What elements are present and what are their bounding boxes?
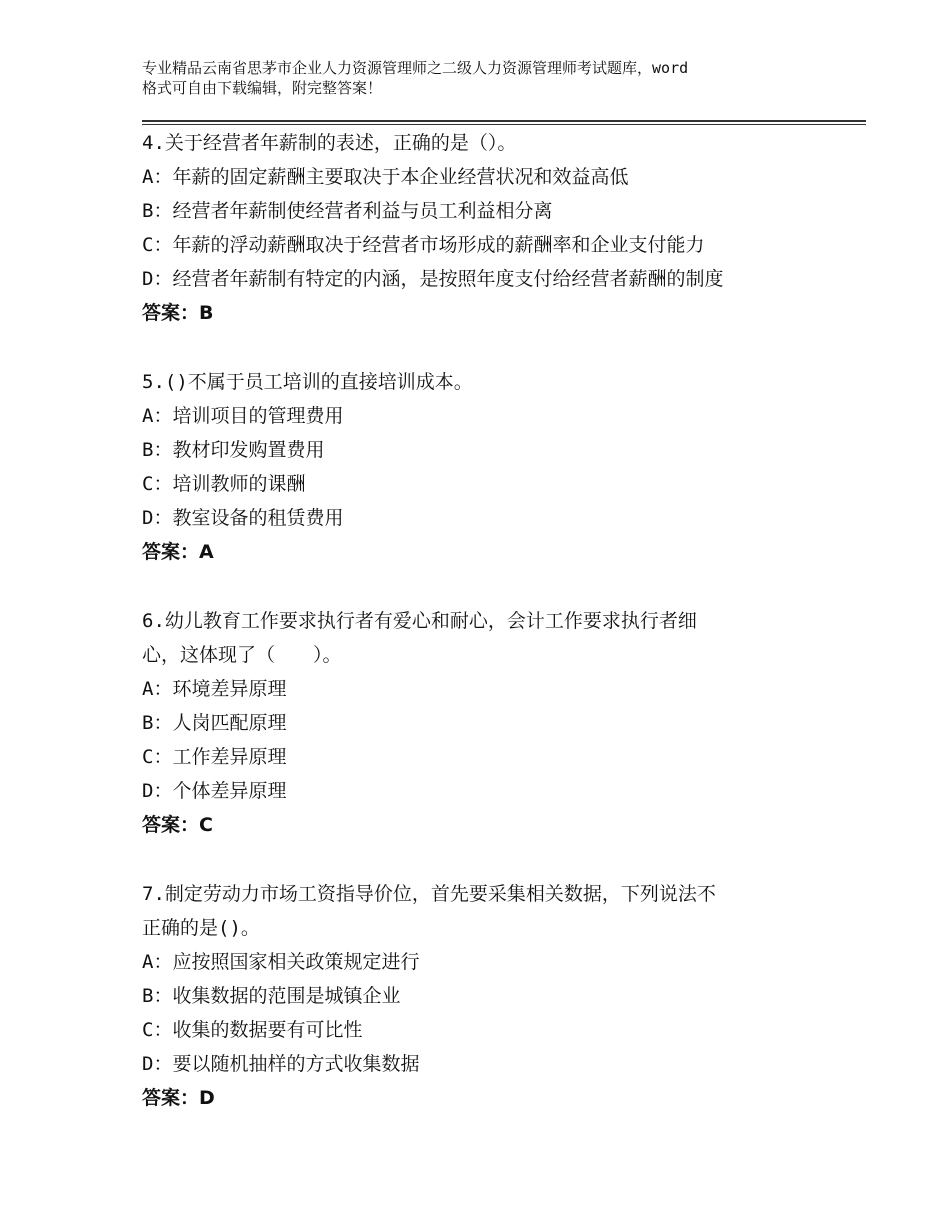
option-d: D：经营者年薪制有特定的内涵，是按照年度支付给经营者薪酬的制度 <box>142 268 724 290</box>
header-divider <box>142 120 866 122</box>
option-a: A：年薪的固定薪酬主要取决于本企业经营状况和效益高低 <box>142 166 629 188</box>
option-c: C：年薪的浮动薪酬取决于经营者市场形成的薪酬率和企业支付能力 <box>142 234 705 256</box>
answer: 答案：D <box>142 1087 215 1109</box>
option-c: C：培训教师的课酬 <box>142 473 306 495</box>
option-a: A：环境差异原理 <box>142 678 287 700</box>
option-a: A：培训项目的管理费用 <box>142 405 344 427</box>
header-line-1: 专业精品云南省思茅市企业人力资源管理师之二级人力资源管理师考试题库，word <box>142 59 689 77</box>
header-line-2: 格式可自由下载编辑，附完整答案！ <box>142 79 383 97</box>
option-c: C：收集的数据要有可比性 <box>142 1019 363 1041</box>
question-stem-line-1: 6.幼儿教育工作要求执行者有爱心和耐心，会计工作要求执行者细 <box>142 610 697 632</box>
option-b: B：人岗匹配原理 <box>142 712 287 734</box>
option-d: D：个体差异原理 <box>142 780 287 802</box>
question-4 <box>142 126 822 330</box>
answer: 答案：A <box>142 541 214 563</box>
question-stem: 4.关于经营者年薪制的表述，正确的是（）。 <box>142 132 517 154</box>
option-b: B：经营者年薪制使经营者利益与员工利益相分离 <box>142 200 553 222</box>
option-c: C：工作差异原理 <box>142 746 287 768</box>
question-5 <box>142 365 822 569</box>
option-d: D：教室设备的租赁费用 <box>142 507 344 529</box>
option-a: A：应按照国家相关政策规定进行 <box>142 951 420 973</box>
question-6 <box>142 604 822 842</box>
document-header <box>142 58 842 98</box>
question-stem: 5.()不属于员工培训的直接培训成本。 <box>142 371 473 393</box>
question-7 <box>142 877 822 1115</box>
option-b: B：教材印发购置费用 <box>142 439 325 461</box>
question-stem-line-2: 正确的是()。 <box>142 917 260 939</box>
question-stem-line-2: 心，这体现了（ ）。 <box>142 644 342 666</box>
option-b: B：收集数据的范围是城镇企业 <box>142 985 401 1007</box>
answer: 答案：C <box>142 814 213 836</box>
option-d: D：要以随机抽样的方式收集数据 <box>142 1053 420 1075</box>
header-divider-thin <box>142 124 866 125</box>
answer: 答案：B <box>142 302 214 324</box>
question-stem-line-1: 7.制定劳动力市场工资指导价位，首先要采集相关数据，下列说法不 <box>142 883 716 905</box>
